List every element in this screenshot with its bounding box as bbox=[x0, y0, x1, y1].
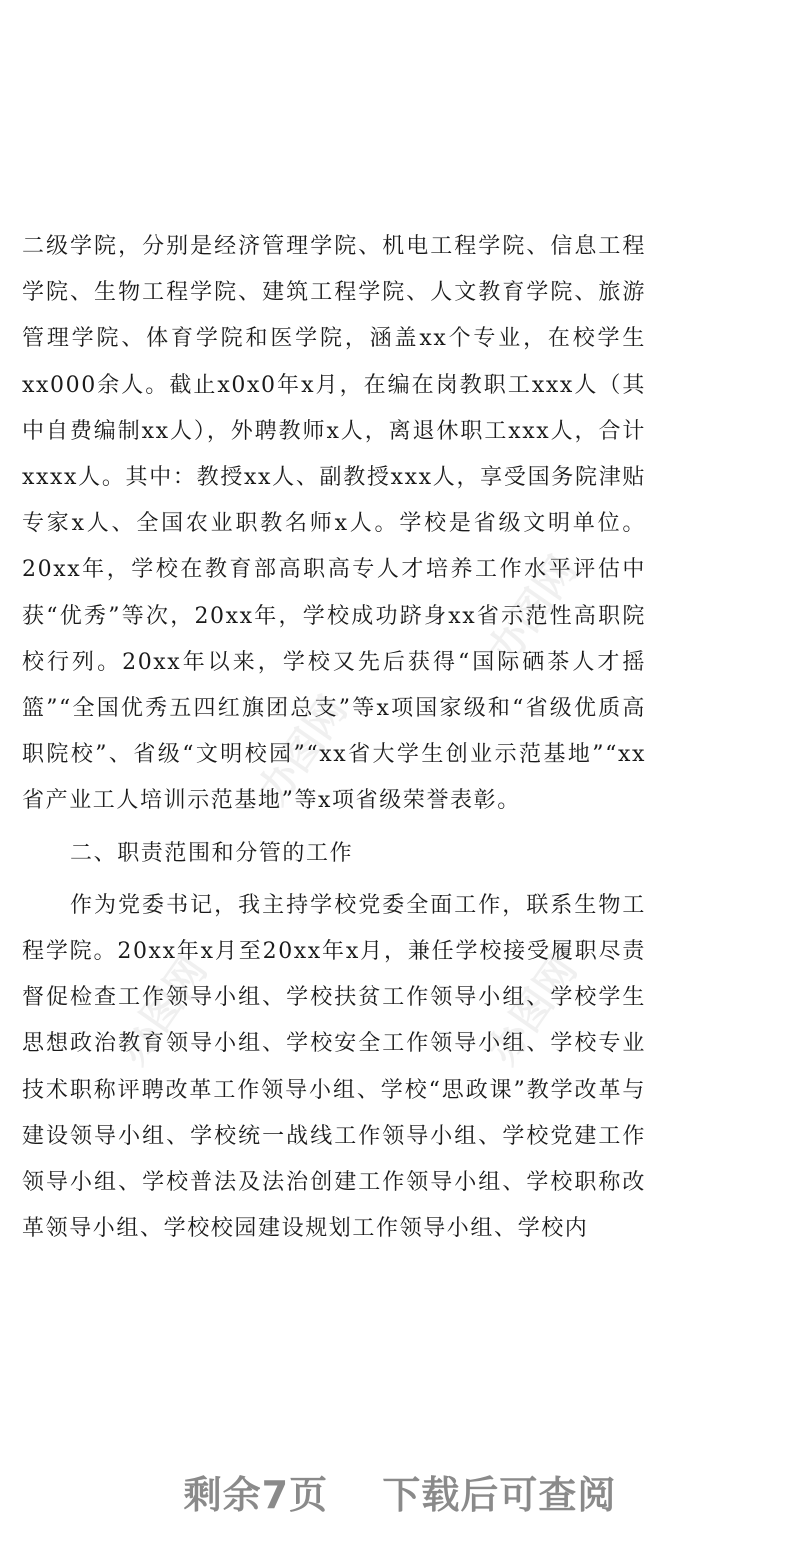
paragraph-college-overview: 二级学院，分别是经济管理学院、机电工程学院、信息工程学院、生物工程学院、建筑工程学院、人文教育学院、旅游管理学院、体育学院和医学院，涵盖xx个专业，在校学生xx000余人。截止x0x0年x月，在编在岗教职工xxx人（其中自费编制xx人），外聘教师x人，离退休职工xxx人，合计xxxx人。其中：教授xx人、副教授xxx人，享受国务院津贴专家x人、全国农业职教名师x人。学校是省级文明单位。20xx年，学校在教育部高职高专人才培养工作水平评估中获“优秀”等次，20xx年，学校成功跻身xx省示范性高职院校行列。20xx年以来，学校又先后获得“国际硒茶人才摇篮”“全国优秀五四红旗团总支”等x项国家级和“省级优质高职院校”、省级“文明校园”“xx省大学生创业示范基地”“xx省产业工人培训示范基地”等x项省级荣誉表彰。 bbox=[22, 234, 646, 814]
watermark: 办图网 bbox=[109, 948, 217, 1073]
section-heading: 二、职责范围和分管的工作 bbox=[70, 840, 354, 866]
download-prompt[interactable] bbox=[0, 1464, 800, 1519]
watermark: 办图网 bbox=[479, 548, 587, 673]
watermark: 办图网 bbox=[249, 688, 357, 813]
paragraph-responsibilities: 作为党委书记，我主持学校党委全面工作，联系生物工程学院。20xx年x月至20xx年x月，兼任学校接受履职尽责督促检查工作领导小组、学校扶贫工作领导小组、学校学生思想政治教育领导小组、学校安全工作领导小组、学校专业技术职称评聘改革工作领导小组、学校“思政课”教学改革与建设领导小组、学校统一战线工作领导小组、学校党建工作领导小组、学校普法及法治创建工作领导小组、学校职称改革领导小组、学校校园建设规划工作领导小组、学校内 bbox=[22, 892, 646, 1242]
download-to-view-label[interactable]: 下载后可查阅 bbox=[382, 1473, 617, 1517]
watermark: 办图网 bbox=[479, 948, 587, 1073]
document-body bbox=[22, 224, 646, 1252]
remaining-pages-label[interactable]: 剩余7页 bbox=[183, 1473, 329, 1517]
